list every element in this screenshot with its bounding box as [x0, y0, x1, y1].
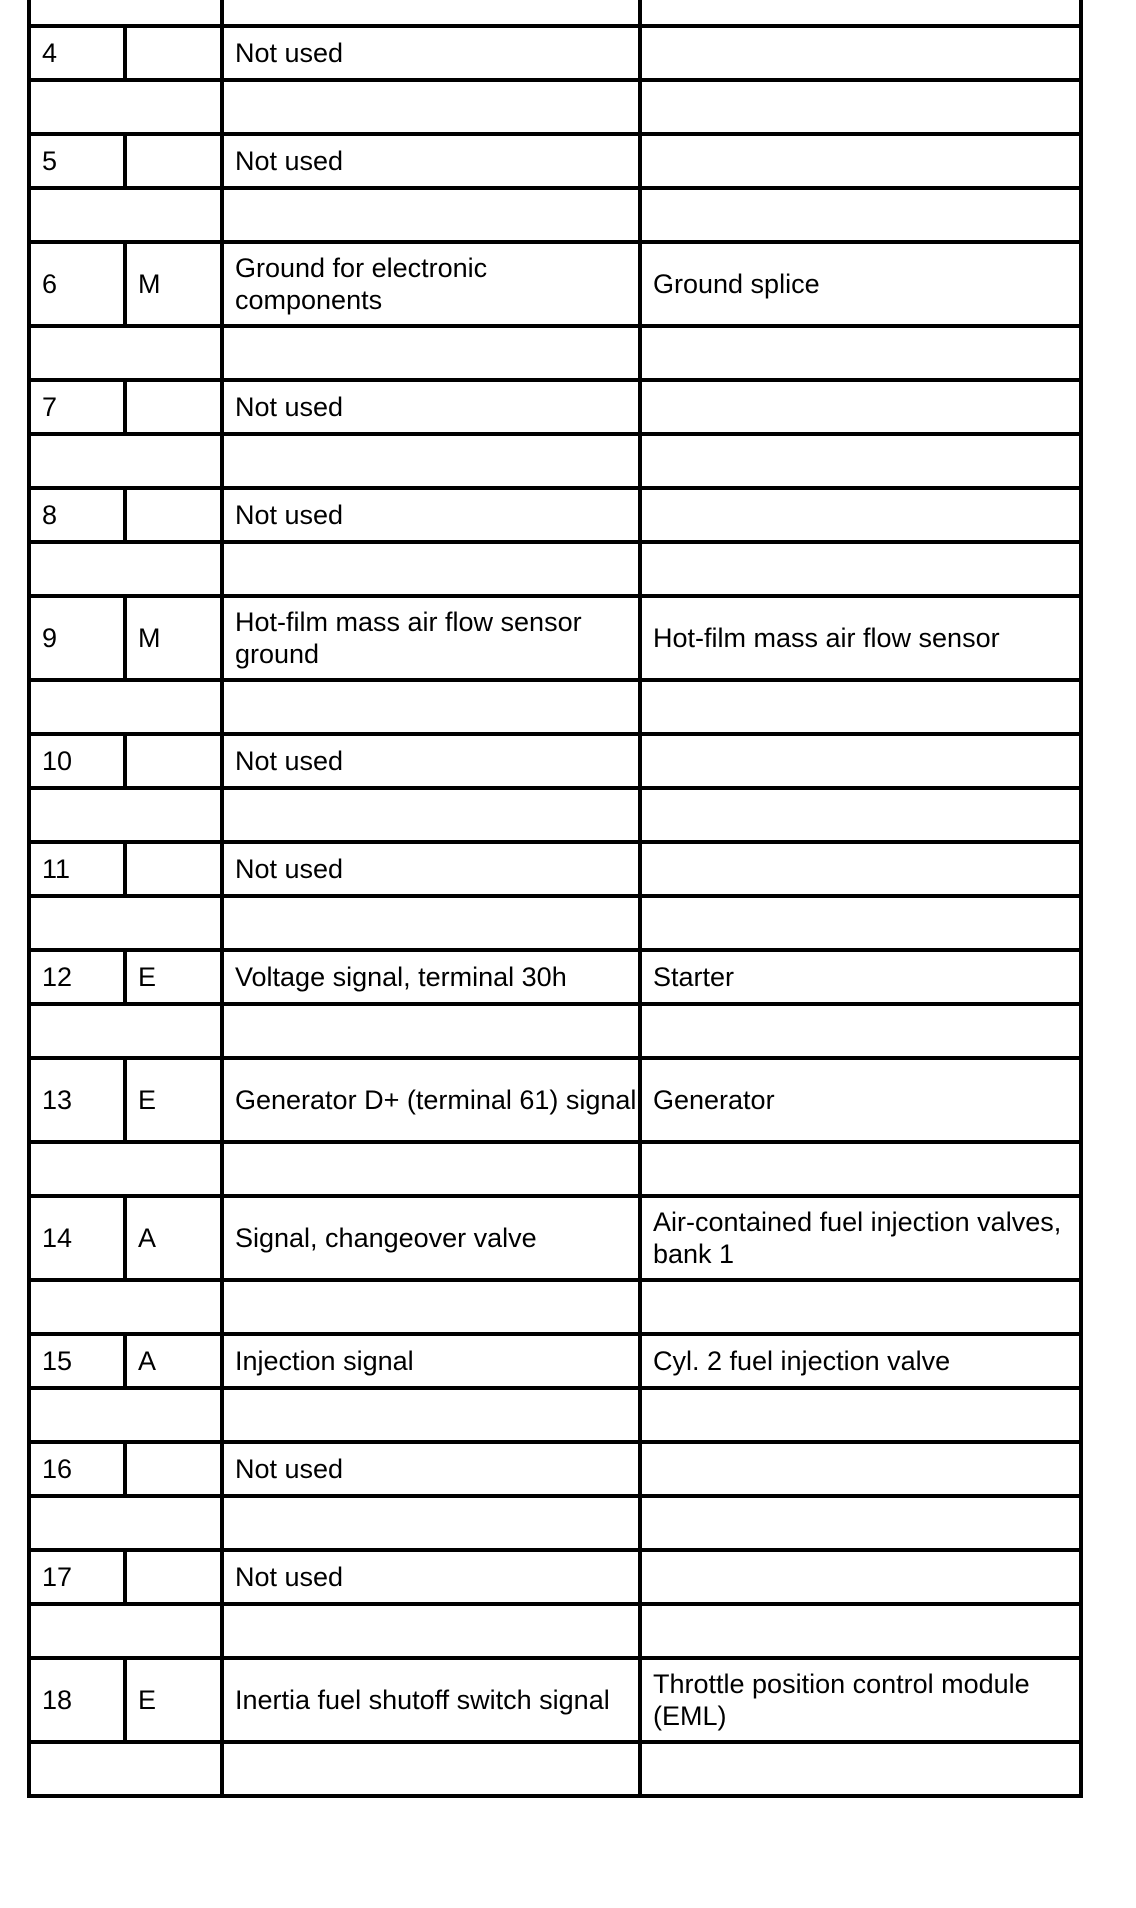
- signal-type-cell: E: [125, 1658, 222, 1742]
- spacer-cell: [29, 0, 222, 26]
- spacer-row: [29, 188, 1081, 242]
- spacer-cell: [222, 1604, 640, 1658]
- connection-cell: Throttle position control module (EML): [640, 1658, 1081, 1742]
- pin-number-cell: 6: [29, 242, 125, 326]
- pin-row: [29, 950, 1081, 1004]
- connection-cell: Air-contained fuel injection valves, bank 1: [640, 1196, 1081, 1280]
- pin-number-cell: 4: [29, 26, 125, 80]
- spacer-row: [29, 1280, 1081, 1334]
- spacer-cell: [29, 1496, 222, 1550]
- spacer-row: [29, 80, 1081, 134]
- spacer-row: [29, 1004, 1081, 1058]
- signal-description-cell: Injection signal: [222, 1334, 640, 1388]
- spacer-row: [29, 0, 1081, 26]
- spacer-row: [29, 1142, 1081, 1196]
- signal-type-cell: A: [125, 1334, 222, 1388]
- spacer-row: [29, 326, 1081, 380]
- signal-description-cell: Not used: [222, 1550, 640, 1604]
- spacer-row: [29, 1604, 1081, 1658]
- spacer-cell: [222, 788, 640, 842]
- spacer-cell: [222, 1004, 640, 1058]
- connection-cell: Cyl. 2 fuel injection valve: [640, 1334, 1081, 1388]
- spacer-cell: [29, 680, 222, 734]
- connection-cell: [640, 1550, 1081, 1604]
- signal-type-cell: M: [125, 596, 222, 680]
- spacer-cell: [29, 1388, 222, 1442]
- spacer-cell: [640, 1742, 1081, 1796]
- pin-number-cell: 16: [29, 1442, 125, 1496]
- spacer-cell: [222, 1496, 640, 1550]
- connection-cell: [640, 380, 1081, 434]
- signal-description-cell: Generator D+ (terminal 61) signal: [222, 1058, 640, 1142]
- pin-row: [29, 596, 1081, 680]
- spacer-cell: [29, 434, 222, 488]
- spacer-row: [29, 542, 1081, 596]
- spacer-cell: [640, 1496, 1081, 1550]
- connection-cell: [640, 26, 1081, 80]
- spacer-cell: [640, 542, 1081, 596]
- connection-cell: Starter: [640, 950, 1081, 1004]
- spacer-row: [29, 788, 1081, 842]
- signal-type-cell: M: [125, 242, 222, 326]
- spacer-cell: [640, 1142, 1081, 1196]
- pin-row: [29, 26, 1081, 80]
- spacer-cell: [222, 1388, 640, 1442]
- signal-type-cell: [125, 734, 222, 788]
- signal-description-cell: Hot-film mass air flow sensor ground: [222, 596, 640, 680]
- spacer-row: [29, 1496, 1081, 1550]
- spacer-row: [29, 896, 1081, 950]
- signal-description-cell: Not used: [222, 842, 640, 896]
- connection-cell: Ground splice: [640, 242, 1081, 326]
- signal-type-cell: [125, 26, 222, 80]
- spacer-cell: [640, 680, 1081, 734]
- spacer-cell: [222, 188, 640, 242]
- connection-cell: [640, 134, 1081, 188]
- spacer-cell: [29, 326, 222, 380]
- pin-row: [29, 242, 1081, 326]
- pin-number-cell: 11: [29, 842, 125, 896]
- spacer-cell: [222, 326, 640, 380]
- spacer-cell: [29, 896, 222, 950]
- signal-description-cell: Not used: [222, 1442, 640, 1496]
- spacer-cell: [29, 1604, 222, 1658]
- signal-type-cell: A: [125, 1196, 222, 1280]
- pin-row: [29, 488, 1081, 542]
- connection-cell: [640, 734, 1081, 788]
- spacer-cell: [222, 80, 640, 134]
- pin-number-cell: 12: [29, 950, 125, 1004]
- signal-type-cell: [125, 1550, 222, 1604]
- pin-row: [29, 1442, 1081, 1496]
- pin-number-cell: 9: [29, 596, 125, 680]
- spacer-cell: [640, 1388, 1081, 1442]
- connection-cell: [640, 842, 1081, 896]
- spacer-cell: [29, 542, 222, 596]
- spacer-cell: [29, 188, 222, 242]
- pin-number-cell: 15: [29, 1334, 125, 1388]
- pin-number-cell: 17: [29, 1550, 125, 1604]
- spacer-cell: [640, 1280, 1081, 1334]
- pin-row: [29, 1334, 1081, 1388]
- connection-cell: Generator: [640, 1058, 1081, 1142]
- pin-number-cell: 18: [29, 1658, 125, 1742]
- signal-description-cell: Ground for electronic components: [222, 242, 640, 326]
- connection-cell: Hot-film mass air flow sensor: [640, 596, 1081, 680]
- pin-row: [29, 1658, 1081, 1742]
- spacer-cell: [29, 1742, 222, 1796]
- signal-type-cell: [125, 842, 222, 896]
- spacer-cell: [640, 80, 1081, 134]
- spacer-cell: [222, 1742, 640, 1796]
- spacer-row: [29, 1388, 1081, 1442]
- pin-number-cell: 5: [29, 134, 125, 188]
- spacer-cell: [640, 188, 1081, 242]
- signal-description-cell: Not used: [222, 26, 640, 80]
- signal-description-cell: Voltage signal, terminal 30h: [222, 950, 640, 1004]
- spacer-cell: [29, 788, 222, 842]
- pin-row: [29, 734, 1081, 788]
- spacer-cell: [640, 0, 1081, 26]
- spacer-row: [29, 680, 1081, 734]
- pin-row: [29, 134, 1081, 188]
- connection-cell: [640, 488, 1081, 542]
- signal-description-cell: Signal, changeover valve: [222, 1196, 640, 1280]
- spacer-cell: [640, 326, 1081, 380]
- connection-cell: [640, 1442, 1081, 1496]
- signal-type-cell: E: [125, 1058, 222, 1142]
- signal-type-cell: [125, 1442, 222, 1496]
- spacer-cell: [640, 1004, 1081, 1058]
- spacer-cell: [29, 1004, 222, 1058]
- pin-row: [29, 842, 1081, 896]
- spacer-cell: [29, 1280, 222, 1334]
- signal-type-cell: [125, 488, 222, 542]
- spacer-cell: [222, 434, 640, 488]
- pin-number-cell: 7: [29, 380, 125, 434]
- spacer-cell: [29, 80, 222, 134]
- pin-number-cell: 10: [29, 734, 125, 788]
- pin-row: [29, 1058, 1081, 1142]
- signal-type-cell: [125, 380, 222, 434]
- spacer-row: [29, 434, 1081, 488]
- signal-description-cell: Not used: [222, 380, 640, 434]
- pin-assignment-table: [27, 0, 1083, 1798]
- pin-number-cell: 14: [29, 1196, 125, 1280]
- spacer-cell: [222, 680, 640, 734]
- spacer-cell: [222, 542, 640, 596]
- spacer-cell: [222, 1142, 640, 1196]
- spacer-cell: [222, 1280, 640, 1334]
- pin-row: [29, 1550, 1081, 1604]
- pin-number-cell: 13: [29, 1058, 125, 1142]
- pin-row: [29, 380, 1081, 434]
- pin-row: [29, 1196, 1081, 1280]
- signal-description-cell: Inertia fuel shutoff switch signal: [222, 1658, 640, 1742]
- pin-table-body: [29, 0, 1081, 1796]
- spacer-cell: [640, 434, 1081, 488]
- pin-number-cell: 8: [29, 488, 125, 542]
- signal-type-cell: [125, 134, 222, 188]
- signal-description-cell: Not used: [222, 134, 640, 188]
- spacer-cell: [29, 1142, 222, 1196]
- spacer-cell: [222, 896, 640, 950]
- spacer-cell: [640, 788, 1081, 842]
- spacer-cell: [640, 1604, 1081, 1658]
- signal-type-cell: E: [125, 950, 222, 1004]
- signal-description-cell: Not used: [222, 488, 640, 542]
- spacer-cell: [640, 896, 1081, 950]
- spacer-cell: [222, 0, 640, 26]
- spacer-row: [29, 1742, 1081, 1796]
- signal-description-cell: Not used: [222, 734, 640, 788]
